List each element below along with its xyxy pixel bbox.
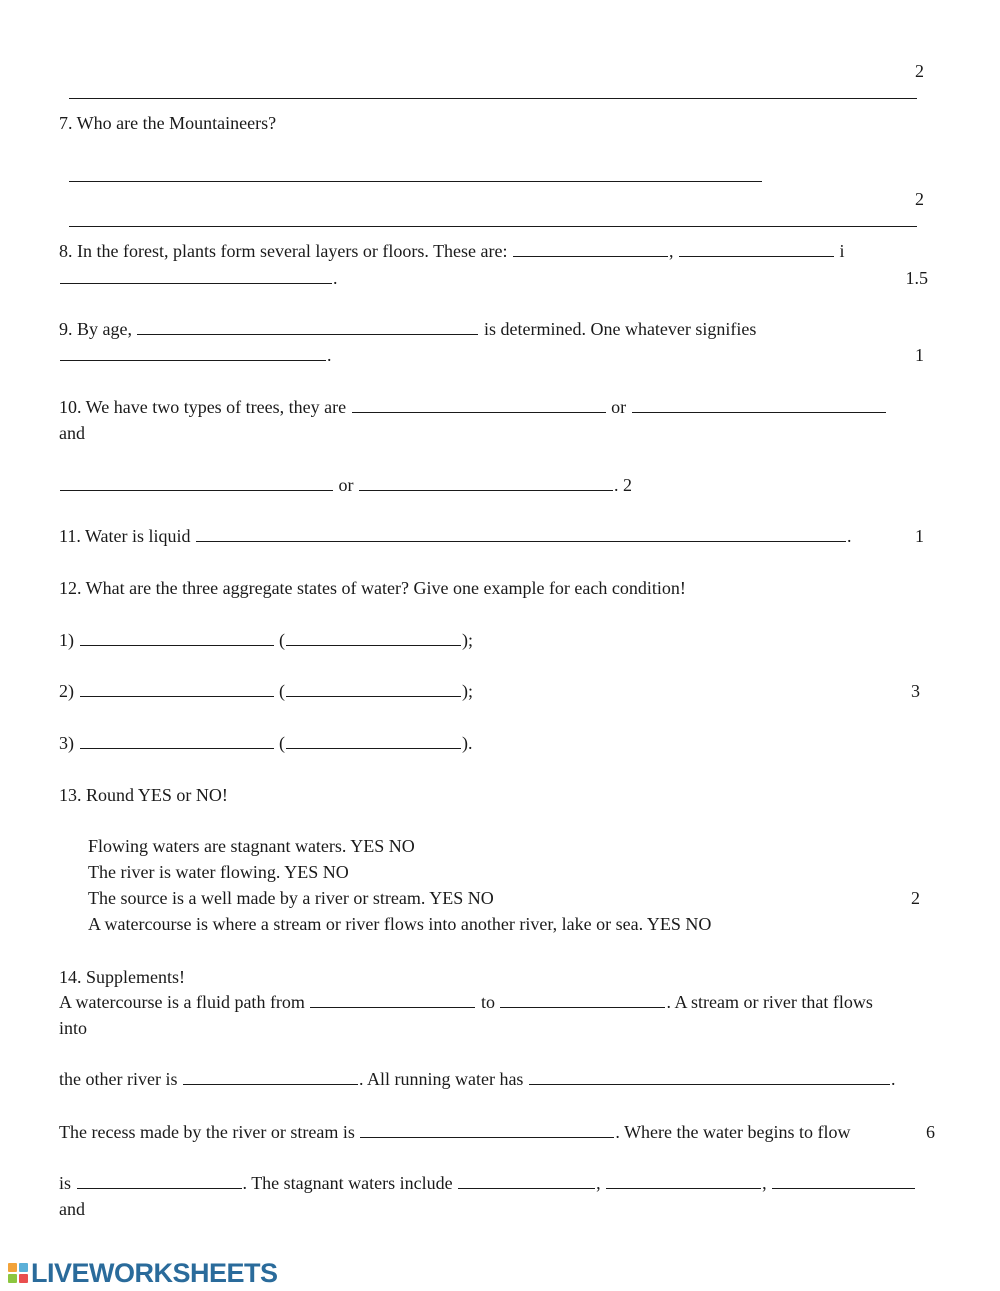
- q12-item-2: [59, 680, 473, 702]
- q8-question: 8. In the forest, plants form several layers or floors. These are:: [59, 241, 508, 261]
- q8-points: 1.5: [905, 268, 928, 288]
- close-paren: ).: [462, 733, 473, 753]
- answer-blank[interactable]: [513, 241, 668, 257]
- q14-text: The recess made by the river or stream is: [59, 1122, 355, 1142]
- close-paren: );: [462, 630, 473, 650]
- comma: ,: [596, 1173, 601, 1193]
- q6-points: 2: [915, 61, 924, 81]
- q11-points: 1: [915, 526, 924, 546]
- item-number: 1): [59, 630, 74, 650]
- logo-square: [8, 1263, 17, 1272]
- answer-blank[interactable]: [60, 475, 333, 491]
- q13-points: 2: [911, 888, 920, 908]
- q13-statement[interactable]: Flowing waters are stagnant waters. YES NO: [88, 836, 415, 856]
- period: .: [327, 345, 332, 365]
- logo-square: [19, 1263, 28, 1272]
- q12-item-1: [59, 629, 473, 651]
- example-blank[interactable]: [286, 630, 461, 646]
- q9-points: 1: [915, 345, 924, 365]
- q14-line-3: [59, 1121, 850, 1143]
- logo-squares-icon: [8, 1263, 28, 1283]
- answer-blank[interactable]: [679, 241, 834, 257]
- open-paren: (: [279, 630, 285, 650]
- q10-and: and: [59, 423, 85, 443]
- example-blank[interactable]: [286, 733, 461, 749]
- q14-title: 14. Supplements!: [59, 967, 185, 987]
- q7-answer-line-2: [59, 188, 918, 232]
- answer-blank[interactable]: [360, 1122, 614, 1138]
- q14-line-2: [59, 1068, 895, 1090]
- q10-suffix: . 2: [614, 475, 632, 495]
- q14-text: A watercourse is a fluid path from: [59, 992, 305, 1012]
- q14-text: the other river is: [59, 1069, 178, 1089]
- q8-line-1: [59, 240, 845, 262]
- comma: ,: [762, 1173, 767, 1193]
- answer-blank[interactable]: [80, 630, 274, 646]
- q10-prefix: 10. We have two types of trees, they are: [59, 397, 347, 417]
- q8-line-2: [59, 267, 338, 289]
- logo-square: [19, 1274, 28, 1283]
- answer-blank[interactable]: [606, 1173, 761, 1189]
- q7-question: 7. Who are the Mountaineers?: [59, 113, 277, 133]
- answer-blank[interactable]: [310, 992, 475, 1008]
- q9-line-2: [59, 344, 332, 366]
- item-number: 2): [59, 681, 74, 701]
- q14-text: to: [480, 992, 495, 1012]
- answer-blank[interactable]: [772, 1173, 915, 1189]
- or: or: [338, 475, 354, 495]
- answer-blank[interactable]: [60, 345, 326, 361]
- logo-text: LIVEWORKSHEETS: [31, 1258, 278, 1288]
- answer-blank[interactable]: [69, 211, 917, 227]
- answer-blank[interactable]: [458, 1173, 595, 1189]
- period: .: [333, 268, 338, 288]
- conjunction-i: i: [839, 241, 845, 261]
- q14-text: . The stagnant waters include: [242, 1173, 453, 1193]
- answer-blank[interactable]: [80, 733, 274, 749]
- example-blank[interactable]: [286, 681, 461, 697]
- answer-blank[interactable]: [359, 475, 613, 491]
- answer-blank[interactable]: [69, 166, 762, 182]
- answer-blank[interactable]: [500, 992, 665, 1008]
- answer-blank[interactable]: [183, 1069, 358, 1085]
- q9-prefix: 9. By age,: [59, 319, 132, 339]
- q14-text: . Where the water begins to flow: [615, 1122, 851, 1142]
- q12-question: 12. What are the three aggregate states of water? Give one example for each condition!: [59, 578, 686, 598]
- q14-line-4: [59, 1172, 916, 1194]
- open-paren: (: [279, 733, 285, 753]
- answer-blank[interactable]: [60, 268, 332, 284]
- q14-text: . All running water has: [358, 1069, 524, 1089]
- answer-blank[interactable]: [80, 681, 274, 697]
- q14-text: .: [890, 1069, 896, 1089]
- item-number: 3): [59, 733, 74, 753]
- q11-prefix: 11. Water is liquid: [59, 526, 191, 546]
- q14-points: 6: [926, 1122, 935, 1142]
- logo-square: [8, 1274, 17, 1283]
- answer-blank[interactable]: [77, 1173, 242, 1189]
- q13-statement[interactable]: The river is water flowing. YES NO: [88, 862, 349, 882]
- q14-line-1: [59, 991, 873, 1013]
- comma: ,: [669, 241, 674, 261]
- q10-line-1: [59, 396, 887, 418]
- q13-question: 13. Round YES or NO!: [59, 785, 228, 805]
- q6-answer-line: [59, 60, 918, 104]
- q13-statement[interactable]: A watercourse is where a stream or river flows into another river, lake or sea. YES NO: [88, 914, 712, 934]
- answer-blank[interactable]: [196, 526, 846, 542]
- close-paren: );: [462, 681, 473, 701]
- answer-blank[interactable]: [137, 319, 478, 335]
- period: .: [847, 526, 852, 546]
- q7-points: 2: [915, 189, 924, 209]
- q14-text: is: [59, 1173, 72, 1193]
- or: or: [611, 397, 627, 417]
- q11-line: [59, 525, 852, 547]
- answer-blank[interactable]: [69, 83, 917, 99]
- q12-points: 3: [911, 681, 920, 701]
- liveworksheets-logo: [8, 1258, 278, 1288]
- q10-line-2: [59, 474, 632, 496]
- q14-text: . A stream or river that flows: [666, 992, 873, 1012]
- q13-statement[interactable]: The source is a well made by a river or stream. YES NO: [88, 888, 494, 908]
- answer-blank[interactable]: [352, 397, 606, 413]
- q9-line-1: [59, 318, 756, 340]
- q12-item-3: [59, 732, 473, 754]
- answer-blank[interactable]: [632, 397, 886, 413]
- q14-into: into: [59, 1018, 88, 1038]
- q14-and: and: [59, 1199, 85, 1219]
- q7-answer-line-1: [59, 143, 763, 187]
- open-paren: (: [279, 681, 285, 701]
- answer-blank[interactable]: [529, 1069, 890, 1085]
- q9-middle: is determined. One whatever signifies: [483, 319, 757, 339]
